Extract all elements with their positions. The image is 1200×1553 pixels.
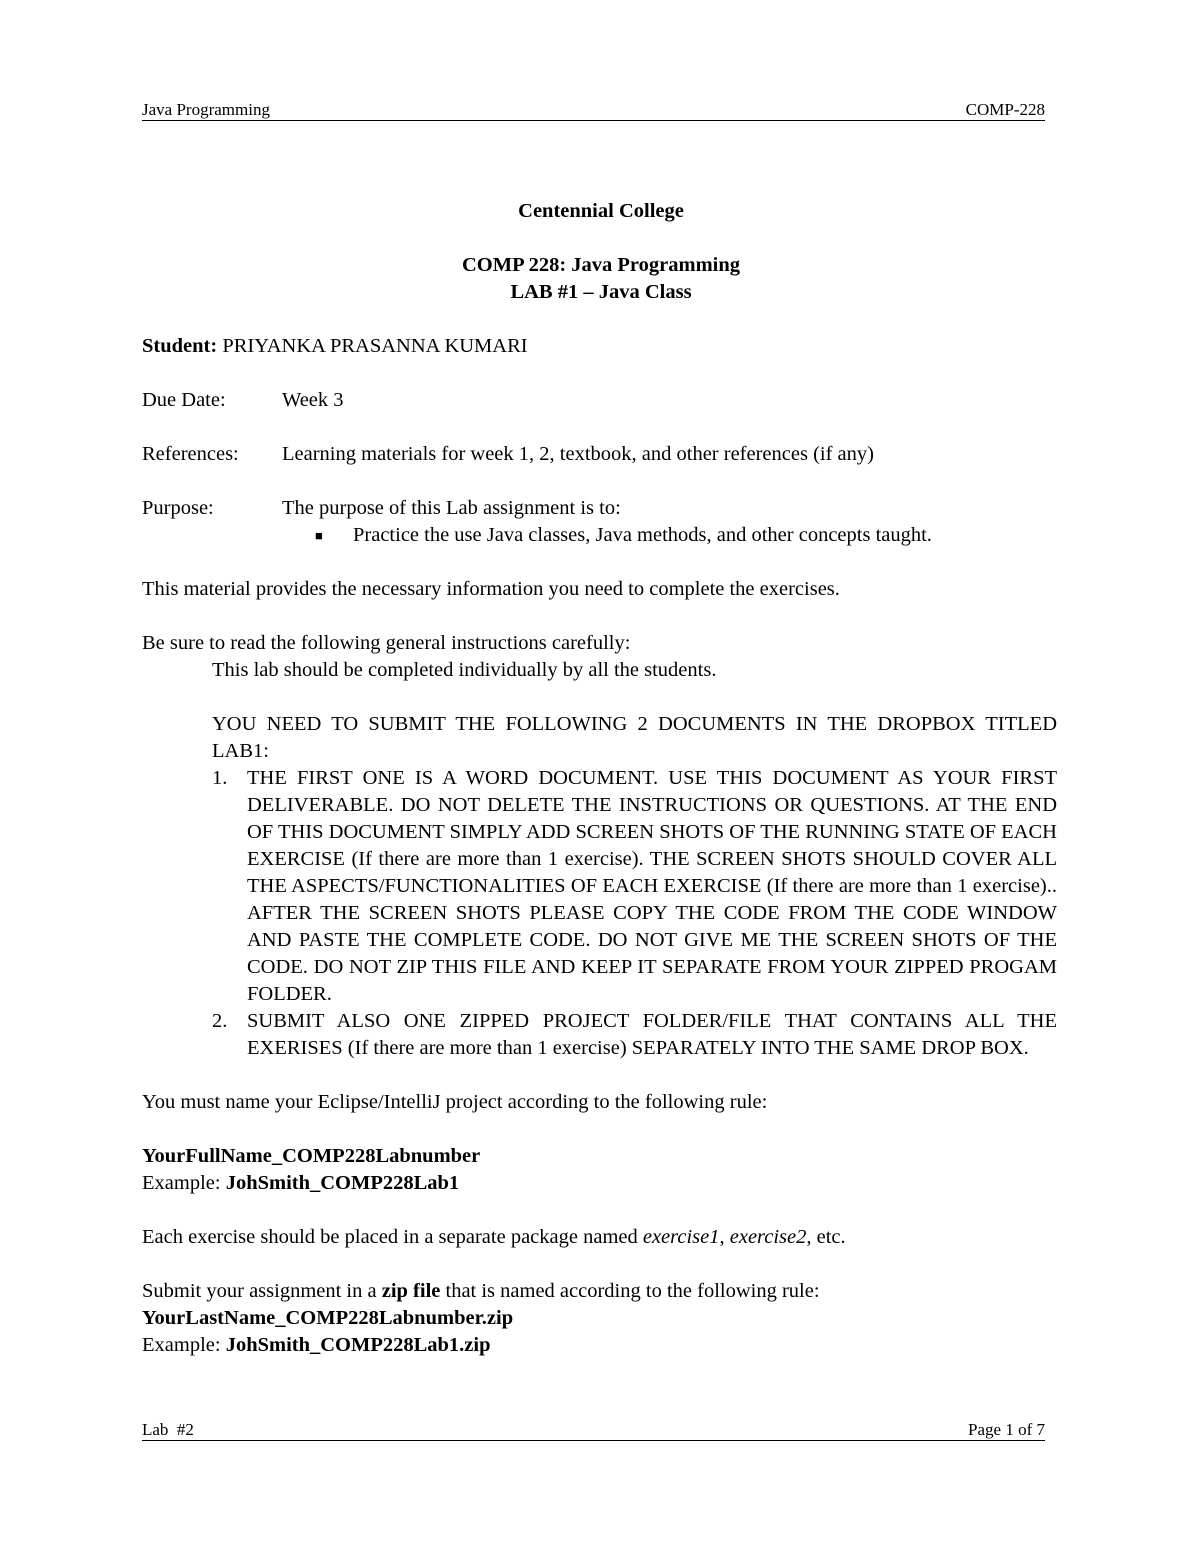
square-bullet-icon: ■: [315, 528, 323, 543]
zip-example: JohSmith_COMP228Lab1.zip: [225, 1334, 491, 1356]
packages-sep: ,: [719, 1226, 730, 1248]
package-exercise1: exercise1: [642, 1226, 720, 1248]
references-value: Learning materials for week 1, 2, textbook, and other references (if any): [282, 443, 874, 465]
references-row: [142, 441, 1060, 468]
zip-example-line: [142, 1332, 1060, 1359]
package-exercise2: exercise2: [729, 1226, 807, 1248]
due-date-value: Week 3: [282, 389, 344, 411]
list-item: [212, 1008, 1057, 1062]
instructions-list: [212, 765, 1057, 1062]
list-item-number: 2.: [212, 1010, 228, 1032]
page-footer: [142, 1420, 1045, 1441]
footer-page-number: Page 1 of 7: [968, 1420, 1045, 1439]
footer-left: Lab #2: [142, 1420, 194, 1439]
student-line: [142, 333, 1060, 360]
material-text: This material provides the necessary information you need to complete the exercises.: [142, 578, 840, 600]
purpose-bullet: [315, 522, 1060, 549]
list-item-number: 1.: [212, 767, 228, 789]
lab-title: LAB #1 – Java Class: [510, 281, 692, 303]
zip-rule: YourLastName_COMP228Labnumber.zip: [142, 1307, 514, 1329]
header-right: COMP-228: [965, 100, 1045, 119]
packages-pre: Each exercise should be placed in a separate package named: [142, 1226, 643, 1248]
packages-post: , etc.: [806, 1226, 846, 1248]
purpose-label: Purpose:: [142, 497, 214, 519]
purpose-bullet-text: Practice the use Java classes, Java methods, and other concepts taught.: [353, 524, 932, 546]
instructions-submit: YOU NEED TO SUBMIT THE FOLLOWING 2 DOCUMENTS IN THE DROPBOX TITLED LAB1:: [212, 713, 1057, 762]
document-body: [142, 198, 1060, 1359]
naming-example: JohSmith_COMP228Lab1: [225, 1172, 460, 1194]
header-left: Java Programming: [142, 100, 270, 119]
due-date-row: [142, 387, 1060, 414]
packages-line: [142, 1224, 1060, 1251]
zip-example-label: Example:: [142, 1334, 226, 1356]
page-header: [142, 100, 1045, 121]
naming-example-line: [142, 1170, 1060, 1197]
student-label: Student:: [142, 335, 218, 357]
course-title: COMP 228: Java Programming: [461, 254, 741, 276]
zip-pre: Submit your assignment in a: [142, 1280, 382, 1302]
purpose-row: [142, 495, 1060, 522]
instructions-individual: This lab should be completed individually by all the students.: [212, 659, 717, 681]
purpose-value: The purpose of this Lab assignment is to:: [282, 497, 621, 519]
due-date-label: Due Date:: [142, 389, 226, 411]
naming-example-label: Example:: [142, 1172, 226, 1194]
references-label: References:: [142, 443, 239, 465]
naming-intro: You must name your Eclipse/IntelliJ project according to the following rule:: [142, 1091, 768, 1113]
list-item-text: THE FIRST ONE IS A WORD DOCUMENT. USE THIS DOCUMENT AS YOUR FIRST DELIVERABLE. DO NOT DELETE THE INSTRUCTIONS OR QUESTIONS. AT THE END OF THIS DOCUMENT SIMPLY ADD SCREEN SHOTS OF THE RUNNING STATE OF EACH EXERCISE (If there are more than 1 exercise). THE SCREEN SHOTS SHOULD COVER ALL THE ASPECTS/FUNCTIONALITIES OF EACH EXERCISE (If there are more than 1 exercise).. AFTER THE SCREEN SHOTS PLEASE COPY THE CODE FROM THE CODE WINDOW AND PASTE THE COMPLETE CODE. DO NOT GIVE ME THE SCREEN SHOTS OF THE CODE. DO NOT ZIP THIS FILE AND KEEP IT SEPARATE FROM YOUR ZIPPED PROGAM FOLDER.: [247, 767, 1057, 1005]
zip-line: [142, 1278, 1060, 1305]
list-item-text: SUBMIT ALSO ONE ZIPPED PROJECT FOLDER/FILE THAT CONTAINS ALL THE EXERISES (If there are more than 1 exercise) SEPARATELY INTO THE SAME DROP BOX.: [247, 1010, 1057, 1059]
list-item: [212, 765, 1057, 1008]
zip-bold: zip file: [381, 1280, 441, 1302]
naming-rule: YourFullName_COMP228Labnumber: [142, 1145, 481, 1167]
instructions-intro: Be sure to read the following general instructions carefully:: [142, 632, 631, 654]
student-name: PRIYANKA PRASANNA KUMARI: [222, 335, 528, 357]
zip-post: that is named according to the following rule:: [440, 1280, 820, 1302]
college-title: Centennial College: [518, 200, 684, 222]
